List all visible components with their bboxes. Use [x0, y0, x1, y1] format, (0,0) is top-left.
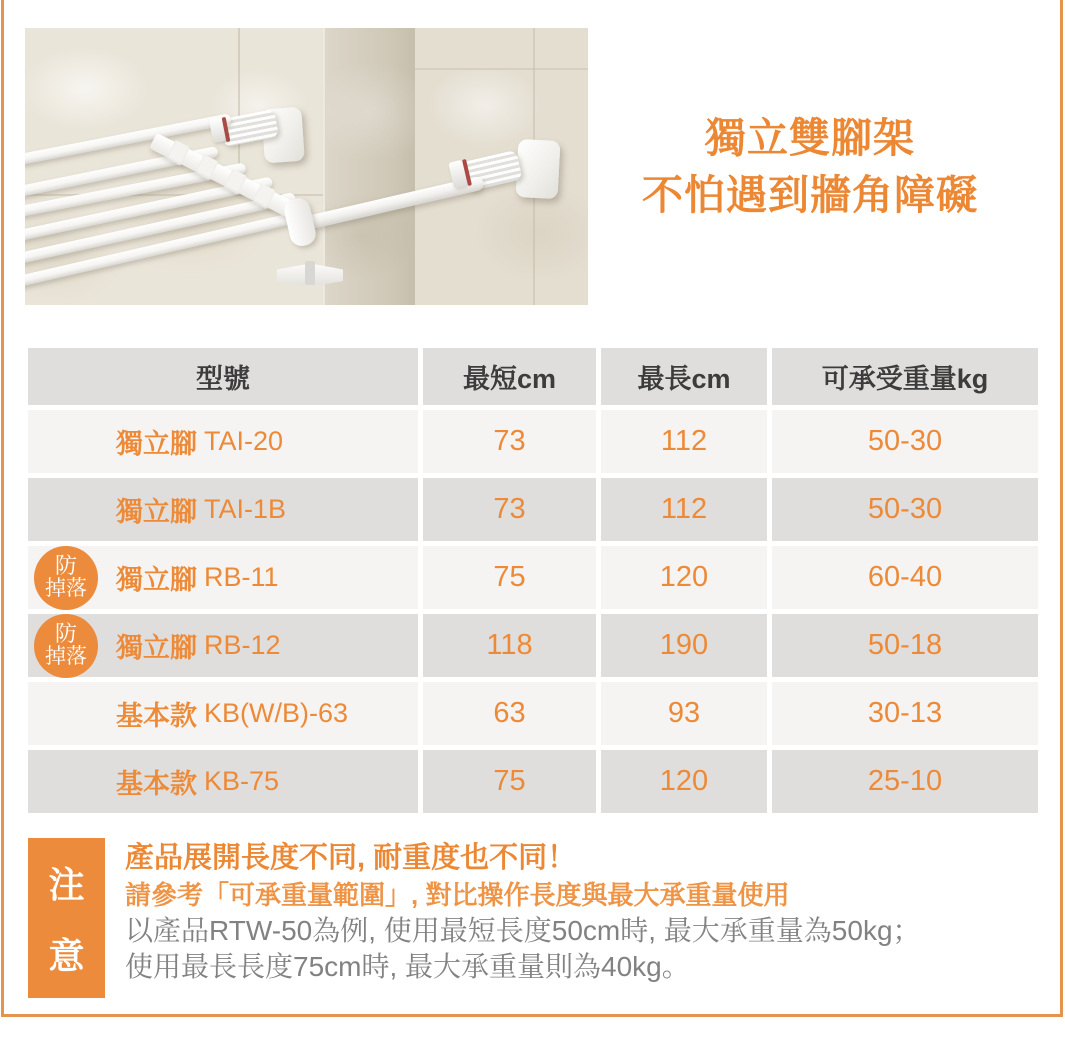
- notice-label-char: 注: [48, 864, 85, 906]
- badge-text: 防: [54, 553, 77, 579]
- tile-grout-line: [238, 28, 240, 183]
- max-cm-value: 112: [601, 478, 767, 541]
- headline: [630, 110, 990, 224]
- notice-line3: 以產品RTW-50為例, 使用最短長度50cm時, 最大承重量為50kg；: [125, 915, 921, 946]
- model-name: 獨立腳: [116, 429, 197, 459]
- min-cm-value: 118: [423, 614, 596, 677]
- min-cm-value: 75: [423, 750, 596, 813]
- badge-text: 掉落: [45, 577, 87, 601]
- product-photo: [25, 28, 588, 305]
- capacity-value: 50-30: [772, 410, 1038, 473]
- model-name: 獨立腳: [116, 633, 197, 663]
- max-cm-value: 120: [601, 546, 767, 609]
- capacity-value: 30-13: [772, 682, 1038, 745]
- wall-mount-plate-right: [516, 139, 561, 199]
- max-cm-value: 112: [601, 410, 767, 473]
- anti-drop-badge: [34, 546, 98, 610]
- col-header-min: 最短cm: [423, 348, 596, 405]
- model-name: 基本款: [116, 701, 197, 731]
- badge-text: 掉落: [45, 645, 87, 669]
- max-cm-value: 93: [601, 682, 767, 745]
- min-cm-value: 73: [423, 478, 596, 541]
- col-header-model: 型號: [28, 348, 418, 405]
- capacity-value: 50-18: [772, 614, 1038, 677]
- model-code: RB-12: [204, 630, 281, 660]
- min-cm-value: 73: [423, 410, 596, 473]
- table-row-model: [28, 478, 418, 541]
- wall-corner-pillar: [323, 28, 417, 305]
- model-code: RB-11: [204, 562, 279, 592]
- max-cm-value: 190: [601, 614, 767, 677]
- table-row-model: [28, 750, 418, 813]
- col-header-max: 最長cm: [601, 348, 767, 405]
- model-code: KB(W/B)-63: [204, 698, 349, 728]
- notice-text: [125, 840, 1040, 985]
- anti-drop-badge: [34, 614, 98, 678]
- col-header-capacity: 可承受重量kg: [772, 348, 1038, 405]
- notice-label-char: 意: [48, 934, 85, 976]
- table-row-model: [28, 410, 418, 473]
- table-row-model: [28, 682, 418, 745]
- model-code: TAI-20: [204, 426, 284, 456]
- wing-nut-hub: [305, 261, 315, 285]
- model-code: TAI-1B: [204, 494, 287, 524]
- capacity-value: 60-40: [772, 546, 1038, 609]
- min-cm-value: 75: [423, 546, 596, 609]
- notice-label: [28, 838, 105, 998]
- badge-text: 防: [54, 621, 77, 647]
- notice-line2: 請參考「可承重量範圍」, 對比操作長度與最大承重量使用: [125, 880, 790, 910]
- table-row-model: [28, 614, 418, 677]
- max-cm-value: 120: [601, 750, 767, 813]
- table-row-model: [28, 546, 418, 609]
- model-name: 基本款: [116, 769, 197, 799]
- model-name: 獨立腳: [116, 565, 197, 595]
- headline-line2: 不怕遇到牆角障礙: [642, 172, 978, 218]
- headline-line1: 獨立雙腳架: [705, 115, 915, 161]
- model-code: KB-75: [204, 766, 280, 796]
- capacity-value: 25-10: [772, 750, 1038, 813]
- notice-line4: 使用最長長度75cm時, 最大承重量則為40kg。: [125, 951, 690, 982]
- capacity-value: 50-30: [772, 478, 1038, 541]
- notice-line1: 產品展開長度不同, 耐重度也不同！: [125, 842, 577, 874]
- spec-table: [28, 348, 1038, 813]
- min-cm-value: 63: [423, 682, 596, 745]
- tile-grout-line: [415, 68, 588, 70]
- model-name: 獨立腳: [116, 497, 197, 527]
